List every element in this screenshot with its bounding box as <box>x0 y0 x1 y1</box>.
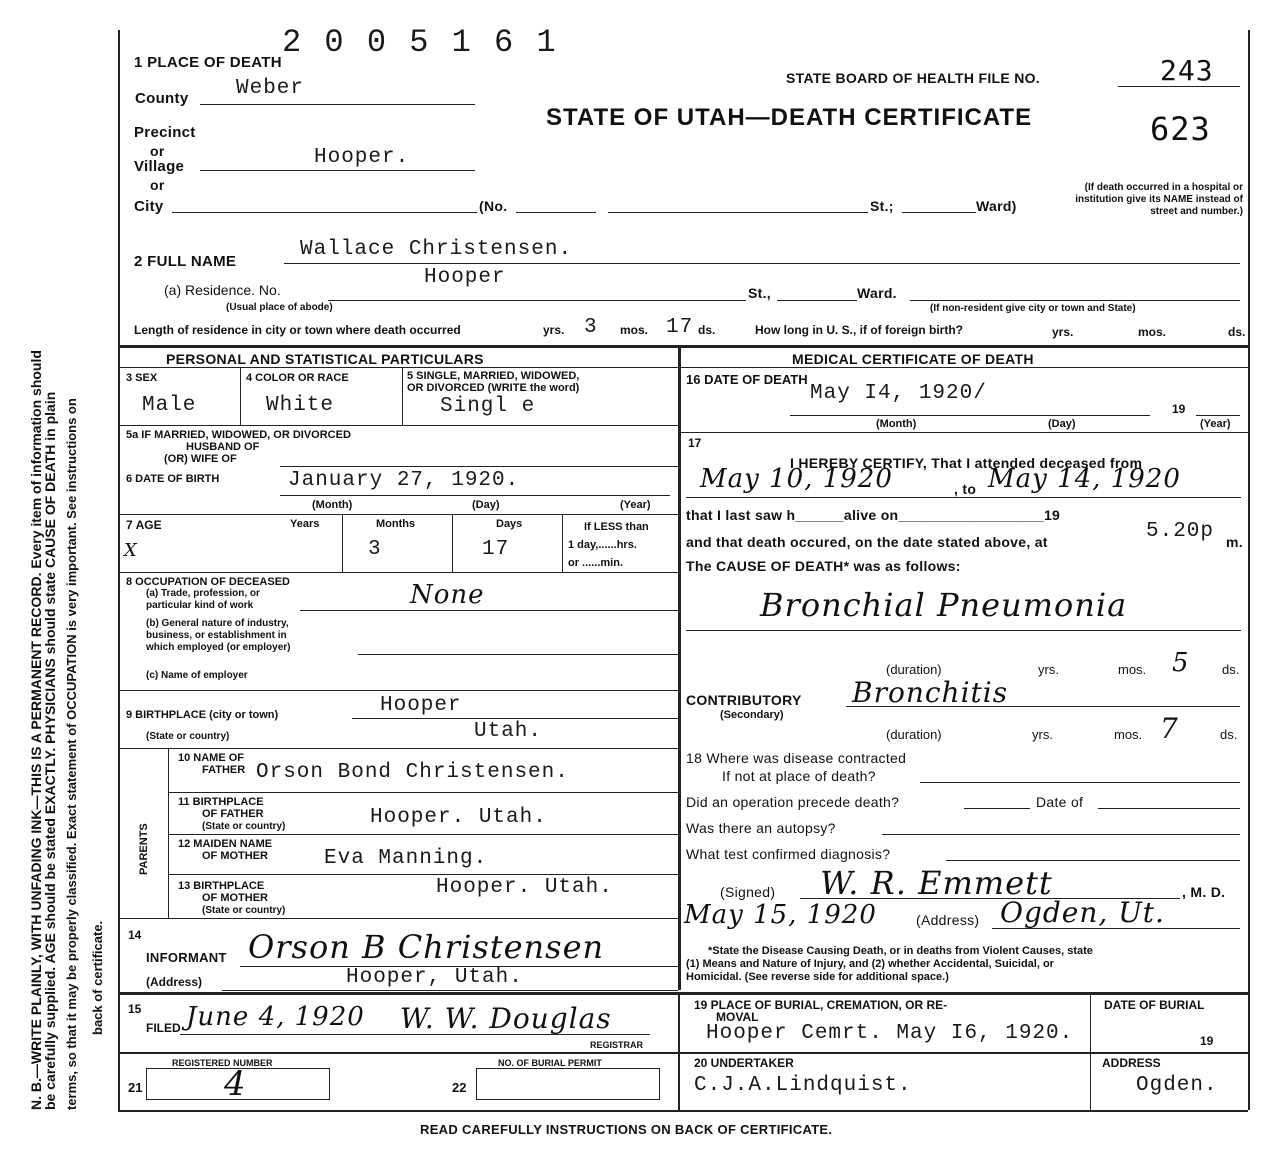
physician-signature: W. R. Emmett <box>820 864 1053 902</box>
autopsy-label: Was there an autopsy? <box>686 820 836 836</box>
foreign-mos-label: mos. <box>1138 325 1167 339</box>
marital-value: Singl e <box>440 395 536 418</box>
full-name-label: 2 FULL NAME <box>134 253 237 270</box>
or-label-2: or <box>150 177 165 193</box>
father-bp-label-2: OF FATHER <box>202 808 264 820</box>
burial-permit-box <box>476 1068 660 1100</box>
residence-label: (a) Residence. No. <box>164 282 281 298</box>
dod-month-label: (Month) <box>876 418 917 430</box>
contracted-label-1: 18 Where was disease contracted <box>686 750 907 766</box>
age-days-label: Days <box>496 518 523 530</box>
date-of-death-value: May I4, 1920/ <box>810 382 987 405</box>
dod-day-label: (Day) <box>1048 418 1076 430</box>
city-label: City <box>134 198 164 215</box>
dob-year-label: (Year) <box>620 499 651 511</box>
place-of-death-label: 1 PLACE OF DEATH <box>134 54 282 71</box>
father-bp-label-3: (State or country) <box>202 821 286 832</box>
side-instruction-line-4: back of certificate. <box>90 920 105 1035</box>
occupation-value: None <box>410 580 485 610</box>
informant-address: Hooper, Utah. <box>346 966 523 989</box>
occupation-c: (c) Name of employer <box>146 670 248 681</box>
less-than-1: If LESS than <box>584 521 649 533</box>
occupation-label: 8 OCCUPATION OF DECEASED <box>126 576 290 588</box>
foreign-yrs-label: yrs. <box>1052 325 1074 339</box>
date-of-death-label: 16 DATE OF DEATH <box>686 372 808 387</box>
birthplace-city: Hooper <box>380 694 462 717</box>
left-border <box>118 30 120 1110</box>
nonresident-note: (If non-resident give city or town and State) <box>930 303 1136 314</box>
precinct-label: Precinct <box>134 124 196 141</box>
informant-number: 14 <box>128 928 142 942</box>
operation-label: Did an operation precede death? <box>686 794 900 810</box>
filed-date: June 4, 1920 <box>186 1002 365 1032</box>
length-ds-label: ds. <box>698 323 716 337</box>
certify-line: I HEREBY CERTIFY, That I attended deceased from <box>790 455 1143 471</box>
marital-label-1: 5 SINGLE, MARRIED, WIDOWED, <box>407 370 580 382</box>
footer-instructions: READ CAREFULLY INSTRUCTIONS ON BACK OF CERTIFICATE. <box>420 1122 833 1137</box>
occupation-a-2: particular kind of work <box>146 600 254 611</box>
less-than-3: or ......min. <box>568 557 624 569</box>
contrib-duration-label: (duration) <box>886 727 942 742</box>
father-birthplace: Hooper. Utah. <box>370 806 547 829</box>
city-no-label: (No. <box>479 198 508 214</box>
full-name-value: Wallace Christensen. <box>300 238 573 261</box>
age-months-label: Months <box>376 518 416 530</box>
cause-of-death: Bronchial Pneumonia <box>760 586 1128 624</box>
age-months-value: 3 <box>368 538 382 561</box>
contrib-yrs-label: yrs. <box>1032 727 1053 742</box>
length-mos-label: mos. <box>620 323 649 337</box>
last-saw-line: that I last saw h______alive on__________________19 <box>686 507 1061 523</box>
cause-yrs-label: yrs. <box>1038 662 1059 677</box>
spouse-label-1: 5a IF MARRIED, WIDOWED, OR DIVORCED <box>126 429 351 441</box>
mother-label-1: 12 MAIDEN NAME <box>178 838 273 850</box>
burial-place-label-1: 19 PLACE OF BURIAL, CREMATION, OR RE- <box>694 998 948 1012</box>
right-border <box>1248 30 1250 1110</box>
burial-permit-label: NO. OF BURIAL PERMIT <box>498 1058 602 1068</box>
death-occured-line: and that death occured, on the date stated above, at <box>686 534 1048 550</box>
county-label: County <box>135 90 189 107</box>
spouse-label-3: (OR) WIFE OF <box>164 453 237 465</box>
mother-value: Eva Manning. <box>324 847 488 870</box>
city-ward-label: Ward) <box>976 198 1017 214</box>
cause-mos-label: mos. <box>1118 662 1147 677</box>
occupation-b-2: business, or establishment in <box>146 630 287 641</box>
age-label: 7 AGE <box>126 518 162 532</box>
length-residence-label: Length of residence in city or town where death occurred <box>134 323 461 337</box>
burial-place-label-2: MOVAL <box>716 1010 759 1024</box>
mother-birthplace: Hooper. Utah. <box>436 876 613 899</box>
father-bp-label-1: 11 BIRTHPLACE <box>178 796 264 808</box>
contrib-ds-label: ds. <box>1220 727 1238 742</box>
signed-date: May 15, 1920 <box>684 900 877 930</box>
note-line-2: (1) Means and Nature of Injury, and (2) whether Accidental, Suicidal, or <box>686 958 1054 970</box>
village-value: Hooper. <box>314 146 410 169</box>
marital-label-2: OR DIVORCED (WRITE the word) <box>407 382 580 394</box>
contributory-value: Bronchitis <box>852 676 1009 709</box>
registered-number: 4 <box>224 1064 247 1104</box>
stamp-number: 2 0 0 5 1 6 1 <box>282 24 558 61</box>
undertaker-label: 20 UNDERTAKER <box>694 1056 794 1070</box>
certificate-title: STATE OF UTAH—DEATH CERTIFICATE <box>546 104 1033 131</box>
usual-place-note: (Usual place of abode) <box>226 302 333 313</box>
less-than-2: 1 day,......hrs. <box>568 539 637 551</box>
attended-from: May 10, 1920 <box>700 464 893 494</box>
contrib-mos-label: mos. <box>1114 727 1143 742</box>
attended-to: May 14, 1920 <box>988 464 1181 494</box>
dob-month-label: (Month) <box>312 499 353 511</box>
city-st-label: St.; <box>870 198 894 214</box>
cause-mos-value: 5 <box>1172 648 1190 678</box>
residence-st-label: St., <box>748 285 771 301</box>
parents-label: PARENTS <box>138 823 150 875</box>
contrib-mos-value: 7 <box>1160 712 1179 745</box>
father-label-1: 10 NAME OF <box>178 752 245 764</box>
side-instruction-line-2: be carefully supplied. AGE should be stated EXACTLY. PHYSICIANS should state CAUSE OF DEATH in plain <box>42 391 58 1110</box>
test-label: What test confirmed diagnosis? <box>686 846 891 862</box>
physician-address: Ogden, Ut. <box>1000 896 1165 929</box>
village-label: Village <box>134 158 185 175</box>
contracted-label-2: If not at place of death? <box>722 768 876 784</box>
reg-22-label: 22 <box>452 1080 467 1095</box>
race-value: White <box>266 394 335 417</box>
informant-label: INFORMANT <box>146 950 227 965</box>
foreign-ds-label: ds. <box>1228 325 1246 339</box>
sex-label: 3 SEX <box>126 372 158 384</box>
age-years-mark: X <box>124 540 138 561</box>
residence-ward-label: Ward. <box>857 285 897 301</box>
birthplace-state-label: (State or country) <box>146 731 230 742</box>
father-label-2: FATHER <box>202 764 246 776</box>
registered-number-label: REGISTERED NUMBER <box>172 1058 273 1068</box>
contributory-label: CONTRIBUTORY <box>686 692 802 708</box>
physician-address-label: (Address) <box>916 912 980 928</box>
cause-label: The CAUSE OF DEATH* was as follows: <box>686 558 961 574</box>
length-yrs-value: 3 <box>584 316 598 339</box>
side-instruction-line-1: N. B.—WRITE PLAINLY, WITH UNFADING INK—THIS IS A PERMANENT RECORD. Every item of information should <box>28 350 44 1110</box>
occupation-a-1: (a) Trade, profession, or <box>146 588 260 599</box>
cause-ds-label: ds. <box>1222 662 1240 677</box>
death-time-m: m. <box>1226 534 1243 550</box>
race-label: 4 COLOR OR RACE <box>246 372 349 384</box>
file-number-label: STATE BOARD OF HEALTH FILE NO. <box>786 70 1040 86</box>
mother-label-2: OF MOTHER <box>202 850 268 862</box>
county-value: Weber <box>236 77 305 100</box>
dod-19: 19 <box>1172 402 1186 416</box>
reg-21-label: 21 <box>128 1080 143 1095</box>
dob-value: January 27, 1920. <box>288 469 520 492</box>
filed-label: FILED <box>146 1021 181 1035</box>
dob-day-label: (Day) <box>472 499 500 511</box>
registrar-signature: W. W. Douglas <box>400 1002 612 1035</box>
age-years-label: Years <box>290 518 320 530</box>
hospital-note: (If death occurred in a hospital or institution give its NAME instead of street and number.) <box>1075 182 1243 217</box>
side-instruction-line-3: terms, so that it may be properly classified. Exact statement of OCCUPATION is very important. See instructions on <box>64 398 79 1110</box>
mother-bp-label-3: (State or country) <box>202 905 286 916</box>
death-time: 5.20p <box>1146 520 1215 543</box>
age-days-value: 17 <box>482 538 510 561</box>
occupation-b-3: which employed (or employer) <box>146 642 291 653</box>
signed-label: (Signed) <box>720 884 776 900</box>
or-label-1: or <box>150 143 165 159</box>
residence-value: Hooper <box>424 266 506 289</box>
registrar-label: REGISTRAR <box>590 1040 644 1050</box>
birthplace-state: Utah. <box>474 720 543 743</box>
note-line-1: *State the Disease Causing Death, or in deaths from Violent Causes, state <box>708 945 1093 957</box>
mother-bp-label-2: OF MOTHER <box>202 892 268 904</box>
undertaker-address: Ogden. <box>1136 1074 1218 1097</box>
personal-section-title: PERSONAL AND STATISTICAL PARTICULARS <box>166 351 484 367</box>
burial-date-19: 19 <box>1200 1034 1214 1048</box>
spouse-label-2: HUSBAND OF <box>186 441 260 453</box>
filed-number: 15 <box>128 1002 142 1016</box>
father-value: Orson Bond Christensen. <box>256 761 569 784</box>
dod-year-label: (Year) <box>1200 418 1231 430</box>
secondary-label: (Secondary) <box>720 709 784 721</box>
dob-label: 6 DATE OF BIRTH <box>126 473 220 485</box>
length-mos-value: 17 <box>666 316 694 339</box>
occupation-b-1: (b) General nature of industry, <box>146 618 289 629</box>
informant-address-label: (Address) <box>146 975 203 989</box>
undertaker-address-label: ADDRESS <box>1102 1056 1161 1070</box>
file-number: 243 <box>1160 54 1214 87</box>
foreign-birth-label: How long in U. S., if of foreign birth? <box>755 323 963 337</box>
medical-section-title: MEDICAL CERTIFICATE OF DEATH <box>792 351 1034 367</box>
md-label: , M. D. <box>1182 884 1226 900</box>
local-number: 623 <box>1150 110 1211 148</box>
birthplace-label: 9 BIRTHPLACE (city or town) <box>126 709 279 721</box>
note-line-3: Homicidal. (See reverse side for additional space.) <box>686 971 949 983</box>
undertaker-value: C.J.A.Lindquist. <box>694 1074 912 1097</box>
date-of-label: Date of <box>1036 794 1084 810</box>
burial-date-label: DATE OF BURIAL <box>1104 998 1205 1012</box>
cause-duration-label: (duration) <box>886 662 942 677</box>
mother-bp-label-1: 13 BIRTHPLACE <box>178 880 265 892</box>
length-yrs-label: yrs. <box>543 323 565 337</box>
item-17-number: 17 <box>688 436 702 450</box>
sex-value: Male <box>142 394 197 417</box>
to-label: , to <box>954 481 977 497</box>
burial-place-value: Hooper Cemrt. May I6, 1920. <box>706 1022 1074 1045</box>
informant-signature: Orson B Christensen <box>248 928 605 966</box>
